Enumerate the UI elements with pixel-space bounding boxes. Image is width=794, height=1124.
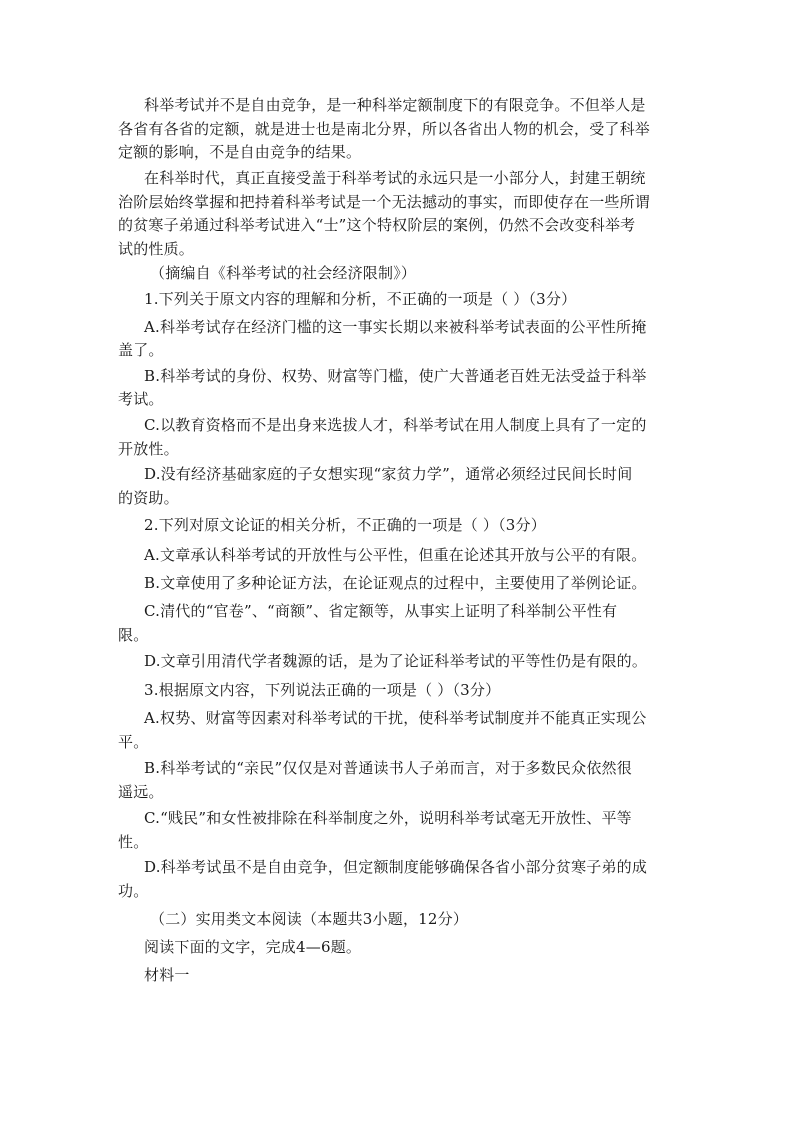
paragraph-line: 科举考试并不是自由竞争，是一种科举定额制度下的有限竞争。不但举人是 [144, 96, 646, 114]
option-line: D.没有经济基础家庭的子女想实现“家贫力学”，通常必须经过民间长时间 [144, 465, 633, 483]
option-line: A.文章承认科举考试的开放性与公平性，但重在论述其开放与公平的有限。 [144, 546, 647, 564]
option-line: A.科举考试存在经济门槛的这一事实长期以来被科举考试表面的公平性所掩 [144, 318, 647, 336]
paragraph-line: 的贫寒子弟通过科举考试进入“士”这个特权阶层的案例，仍然不会改变科举考 [118, 216, 636, 234]
option-line: B.科举考试的身份、权势、财富等门槛，使广大普通老百姓无法受益于科举 [144, 367, 647, 385]
option-line: B.科举考试的“亲民”仅仅是对普通读书人子弟而言，对于多数民众依然很 [144, 759, 632, 777]
paragraph-line: 在科举时代，真正直接受盖于科举考试的永远只是一小部分人，封建王朝统 [144, 169, 646, 187]
option-line: B.文章使用了多种论证方法，在论证观点的过程中，主要使用了举例论证。 [144, 574, 647, 592]
paragraph-line: 各省有各省的定额，就是进士也是南北分界，所以各省出人物的机会，受了科举 [118, 120, 651, 138]
option-line: 开放性。 [118, 440, 179, 458]
instruction-text: 阅读下面的文字，完成4—6题。 [144, 938, 362, 956]
option-line: 遥远。 [118, 783, 164, 801]
option-line: D.科举考试虽不是自由竞争，但定额制度能够确保各省小部分贫寒子弟的成 [144, 858, 648, 876]
source-citation: （摘编自《科举考试的社会经济限制》） [150, 264, 417, 282]
option-line: C.以教育资格而不是出身来选拔人才，科举考试在用人制度上具有了一定的 [144, 416, 647, 434]
option-line: A.权势、财富等因素对科举考试的干扰，使科举考试制度并不能真正实现公 [144, 709, 647, 727]
option-line: C.“贱民”和女性被排除在科举制度之外，说明科举考试毫无开放性、平等 [144, 809, 632, 827]
option-line: D.文章引用清代学者魏源的话，是为了论证科举考试的平等性仍是有限的。 [144, 652, 648, 670]
paragraph-line: 治阶层始终掌握和把持着科举考试是一个无法撼动的事实，而即使存在一些所谓 [118, 193, 651, 211]
option-line: 平。 [118, 733, 149, 751]
section-heading: （二）实用类文本阅读（本题共3小题，12分） [150, 910, 469, 928]
paragraph-line: 试的性质。 [118, 240, 195, 258]
option-line: 考试。 [118, 390, 164, 408]
option-line: 性。 [118, 833, 149, 851]
question-stem: 3.根据原文内容，下列说法正确的一项是（ ）（3分） [144, 681, 501, 699]
option-line: 功。 [118, 882, 149, 900]
option-line: 的资助。 [118, 489, 179, 507]
option-line: C.清代的“官卷”、“商额”、省定额等，从事实上证明了科举制公平性有 [144, 602, 618, 620]
material-label: 材料一 [144, 966, 190, 984]
question-stem: 2.下列对原文论证的相关分析，不正确的一项是（ ）（3分） [144, 516, 546, 534]
option-line: 限。 [118, 626, 149, 644]
option-line: 盖了。 [118, 341, 164, 359]
question-stem: 1.下列关于原文内容的理解和分析，不正确的一项是（ ）（3分） [144, 290, 577, 308]
paragraph-line: 定额的影响，不是自由竞争的结果。 [118, 143, 362, 161]
